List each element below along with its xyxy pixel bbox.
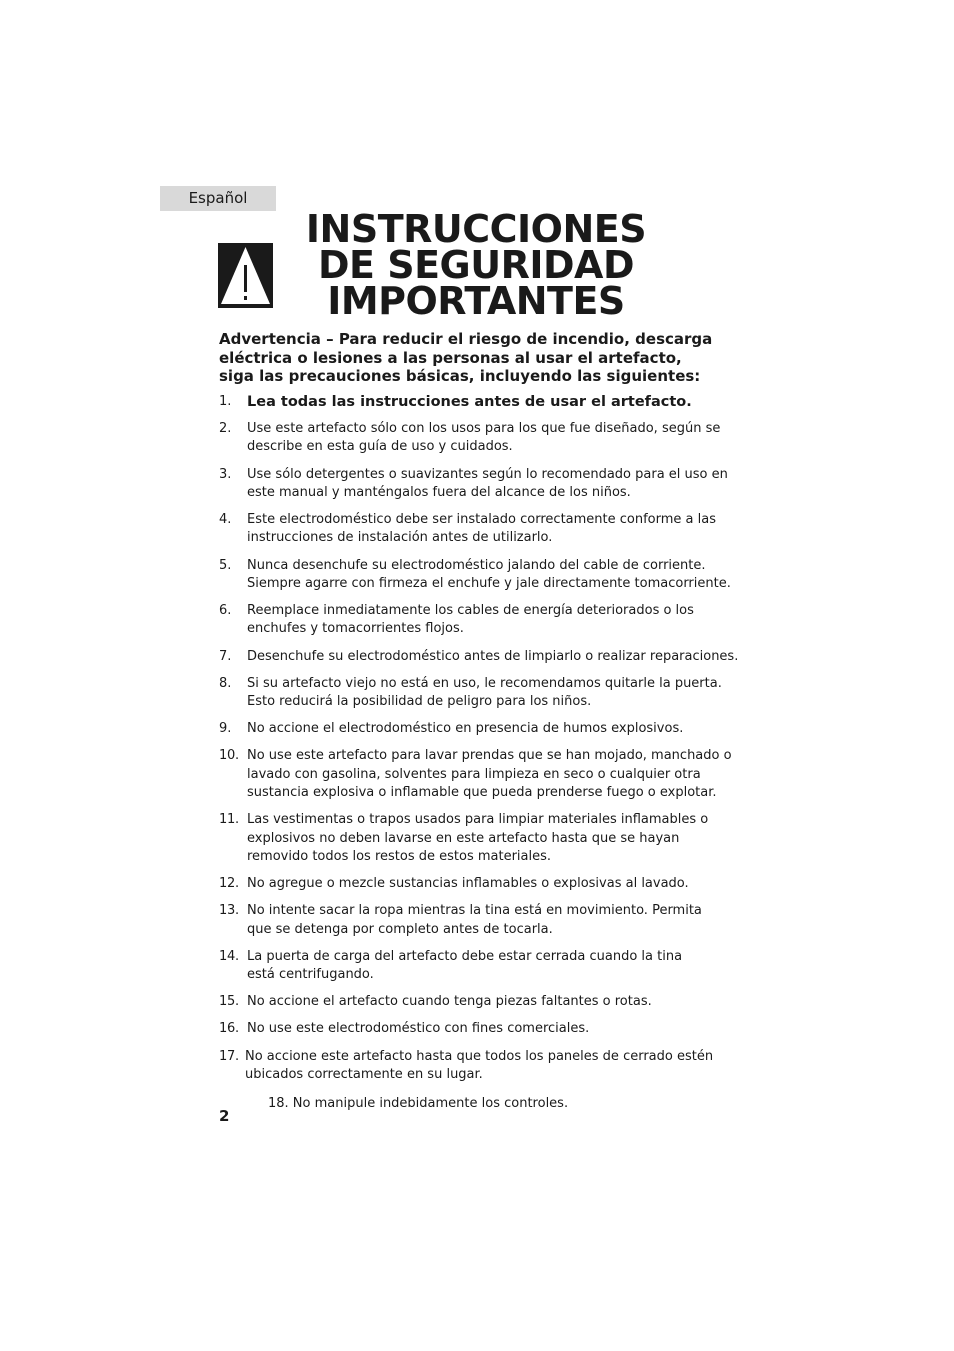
- warning-paragraph: [219, 330, 739, 386]
- list-item: [219, 993, 739, 1011]
- list-item: [219, 811, 739, 866]
- item-text: Use este artefacto sólo con los usos para los que fue diseñado, según se: [247, 421, 721, 437]
- item-text: sustancia explosiva o inflamable que pueda prenderse fuego o explotar.: [247, 785, 717, 801]
- item-text: No agregue o mezcle sustancias inflamables o explosivas al lavado.: [247, 876, 689, 892]
- list-item: [219, 511, 739, 548]
- item-text: instrucciones de instalación antes de utilizarlo.: [247, 530, 553, 546]
- item-text: Reemplace inmediatamente los cables de energía deteriorados o los: [247, 603, 694, 619]
- safety-instructions-list: [219, 393, 739, 1093]
- item-number: 10.: [219, 748, 239, 764]
- item-number: 13.: [219, 903, 239, 919]
- list-item: [219, 393, 739, 411]
- item-text: describe en esta guía de uso y cuidados.: [247, 439, 513, 455]
- warning-icon: [218, 243, 273, 308]
- list-item: [219, 602, 739, 639]
- list-item: [219, 747, 739, 802]
- list-item: [219, 557, 739, 594]
- title-line: DE SEGURIDAD: [318, 243, 634, 287]
- list-item: [219, 902, 739, 939]
- item-text: que se detenga por completo antes de tocarla.: [247, 921, 553, 937]
- item-number: 17.: [219, 1048, 239, 1064]
- item-number: 1.: [219, 394, 232, 409]
- item-text: está centrifugando.: [247, 967, 374, 982]
- item-text: No accione el artefacto cuando tenga piezas faltantes o rotas.: [247, 994, 652, 1010]
- item-text: Si su artefacto viejo no está en uso, le recomendamos quitarle la puerta.: [247, 675, 722, 691]
- list-item: [219, 1048, 739, 1085]
- item-number: 14.: [219, 948, 239, 964]
- item-text: No accione el electrodoméstico en presencia de humos explosivos.: [247, 721, 684, 737]
- list-item: [219, 420, 739, 457]
- list-item: [219, 466, 739, 503]
- warning-line: siga las precauciones básicas, incluyendo las siguientes:: [219, 367, 701, 385]
- item-text: Lea todas las instrucciones antes de usar el artefacto.: [247, 394, 692, 410]
- item-text: Esto reducirá la posibilidad de peligro para los niños.: [247, 694, 592, 710]
- list-item: [219, 648, 739, 666]
- item-text: Use sólo detergentes o suavizantes según lo recomendado para el uso en: [247, 466, 728, 482]
- item-number: 11.: [219, 812, 239, 828]
- list-item: [219, 875, 739, 893]
- item-text: este manual y manténgalos fuera del alcance de los niños.: [247, 484, 631, 500]
- list-item: [219, 948, 739, 985]
- item-number: 3.: [219, 466, 232, 482]
- list-item: [219, 1020, 739, 1038]
- item-text: No use este artefacto para lavar prendas que se han mojado, manchado o: [247, 748, 732, 764]
- item-text: explosivos no deben lavarse en este artefacto hasta que se hayan: [247, 830, 680, 846]
- item-text: Este electrodoméstico debe ser instalado correctamente conforme a las: [247, 512, 716, 528]
- item-text: No accione este artefacto hasta que todos los paneles de cerrado estén: [245, 1048, 714, 1064]
- item-text: No use este electrodoméstico con fines comerciales.: [247, 1021, 590, 1037]
- warning-line: eléctrica o lesiones a las personas al usar el artefacto,: [219, 348, 682, 367]
- title-line: IMPORTANTES: [327, 279, 625, 323]
- item-number: 16.: [219, 1021, 239, 1037]
- title-line: INSTRUCCIONES: [305, 207, 647, 251]
- item-number: 8.: [219, 675, 232, 691]
- item-number: 5.: [219, 557, 232, 573]
- item-number: 6.: [219, 603, 232, 619]
- item-number: 12.: [219, 876, 239, 892]
- list-item: [219, 720, 739, 738]
- warning-line: Advertencia – Para reducir el riesgo de incendio, descarga: [219, 330, 713, 348]
- item-text: lavado con gasolina, solventes para limpieza en seco o cualquier otra: [247, 766, 701, 782]
- item-text: No intente sacar la ropa mientras la tina está en movimiento. Permita: [247, 903, 702, 919]
- item-text: enchufes y tomacorrientes flojos.: [247, 621, 464, 637]
- item-text: ubicados correctamente en su lugar.: [245, 1066, 483, 1082]
- item-number: 4.: [219, 512, 232, 528]
- list-item: [219, 675, 739, 712]
- language-tab: Español: [160, 186, 276, 211]
- item-number: 7.: [219, 648, 232, 664]
- item-text: Nunca desenchufe su electrodoméstico jalando del cable de corriente.: [247, 557, 706, 573]
- item-text: Desenchufe su electrodoméstico antes de limpiarlo o realizar reparaciones.: [247, 648, 739, 664]
- item-number: 9.: [219, 721, 232, 737]
- item-text: La puerta de carga del artefacto debe estar cerrada cuando la tina: [247, 948, 683, 964]
- item-number: 2.: [219, 421, 232, 437]
- item-text: Las vestimentas o trapos usados para limpiar materiales inflamables o: [247, 812, 709, 828]
- page-title: [300, 207, 652, 323]
- list-item-last: 18. No manipule indebidamente los controles.: [268, 1096, 569, 1111]
- item-number: 15.: [219, 994, 239, 1010]
- item-text: removido todos los restos de estos materiales.: [247, 848, 552, 864]
- page-number: 2: [219, 1107, 230, 1125]
- item-text: Siempre agarre con firmeza el enchufe y jale directamente tomacorriente.: [247, 575, 731, 591]
